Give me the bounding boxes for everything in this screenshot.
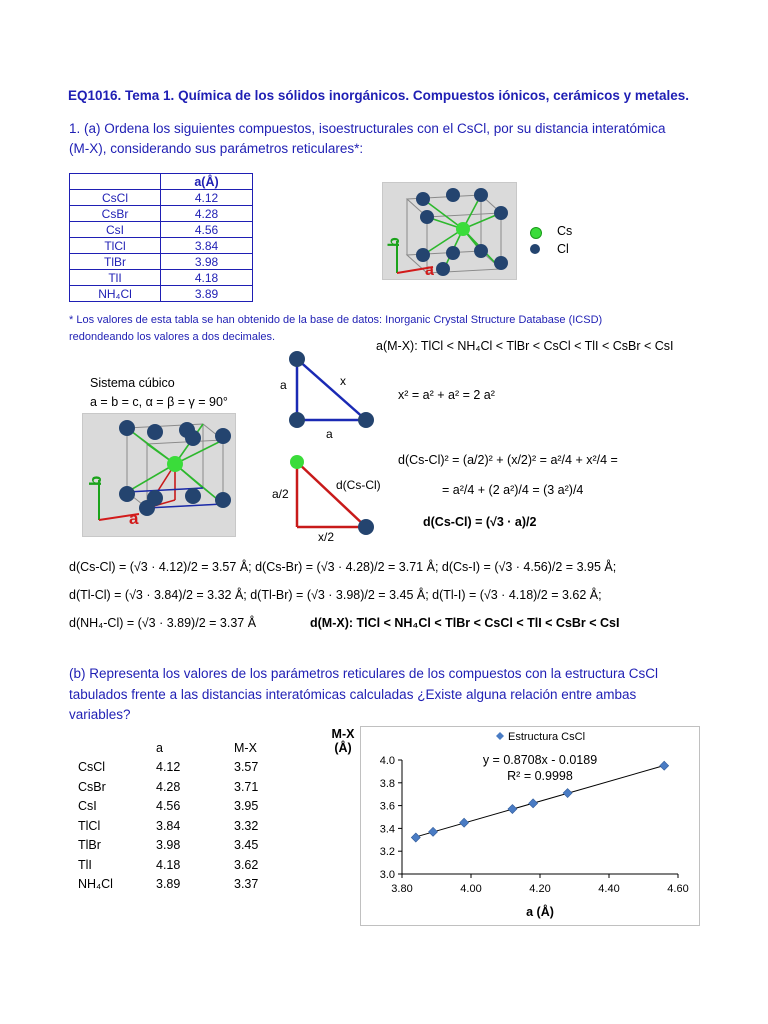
table-row: TlBr 3.98 xyxy=(70,254,253,270)
x-tick-label: 4.20 xyxy=(529,883,551,895)
tri1-base-a: a xyxy=(326,427,333,441)
page-title: EQ1016. Tema 1. Química de los sólidos inorgánicos. Compuestos iónicos, cerámicos y metales. xyxy=(68,88,689,103)
table-row: CsI 4.56 xyxy=(70,222,253,238)
distance-data-table: a M-X CsCl 4.12 3.57 CsBr 4.28 3.71 CsI 4.56 3.95 TlCl 3.84 3.32 TlBr 3.98 3.45 TlI 4.18 3.62 NH₄Cl 3.89 3.37 xyxy=(78,738,294,894)
question-b-line2: tabulados frente a las distancias interatómicas calculadas ¿Existe alguna relación entre ambas xyxy=(69,687,637,702)
chart-ylabel xyxy=(328,727,358,755)
triangle-distance-diagram xyxy=(280,448,380,538)
footnote-line1: * Los valores de esta tabla se han obtenido de la base de datos: Inorganic Crystal Structure Database (ICSD) xyxy=(69,314,603,326)
eq-d-line2: = a²/4 + (2 a²)/4 = (3 a²)/4 xyxy=(442,483,584,497)
trend-r2: R² = 0.9998 xyxy=(507,769,573,783)
question-a-line2: (M-X), considerando sus parámetros reticulares*: xyxy=(69,141,364,156)
table-row: CsCl 4.12 xyxy=(70,190,253,206)
x-tick-label: 4.40 xyxy=(598,883,620,895)
calc-line1: d(Cs-Cl) = (√3 · 4.12)/2 = 3.57 Å; d(Cs-Br) = (√3 · 4.28)/2 = 3.71 Å; d(Cs-I) = (√3 · 4.56)/2 = 3.95 Å; xyxy=(69,560,617,574)
question-b-line3: variables? xyxy=(69,707,131,722)
y-tick-label: 3.2 xyxy=(379,846,395,859)
legend-cs-label: Cs xyxy=(557,224,573,238)
calc-line2: d(Tl-Cl) = (√3 · 3.84)/2 = 3.32 Å; d(Tl-Br) = (√3 · 3.98)/2 = 3.45 Å; d(Tl-I) = (√3 · 4.18)/2 = 3.62 Å; xyxy=(69,588,602,602)
lattice-parameter-table xyxy=(69,173,253,302)
tri1-side-a: a xyxy=(280,378,287,392)
chart-ylabel-line1: M-X xyxy=(331,727,355,741)
table-row: NH₄Cl 3.89 xyxy=(70,286,253,302)
chart-ylabel-line2: (Å) xyxy=(334,741,352,755)
table-row: TlI 4.18 3.62 xyxy=(78,857,259,872)
table-row: CsI 4.56 3.95 xyxy=(78,799,259,814)
scatter-chart xyxy=(360,726,700,926)
tri1-hyp-x: x xyxy=(340,374,346,388)
sistema-title: Sistema cúbico xyxy=(90,376,175,390)
y-tick-label: 3.4 xyxy=(379,823,395,836)
order-lattice-text: a(M-X): TlCl < NH₄Cl < TlBr < CsCl < TlI < CsBr < CsI xyxy=(376,339,674,353)
cscl-crystal-image-2 xyxy=(82,413,236,537)
calc-order: d(M-X): TlCl < NH₄Cl < TlBr < CsCl < TlI < CsBr < CsI xyxy=(310,616,620,630)
y-tick-label: 3.8 xyxy=(379,777,395,790)
eq-d-line1: d(Cs-Cl)² = (a/2)² + (x/2)² = a²/4 + x²/4 = xyxy=(398,453,618,467)
question-b-line1: (b) Representa los valores de los parámetros reticulares de los compuestos con la estructura CsCl xyxy=(69,666,659,681)
x-tick-label: 4.60 xyxy=(667,883,689,895)
table-row: CsBr 4.28 xyxy=(70,206,253,222)
y-tick-label: 4.0 xyxy=(379,755,395,767)
y-tick-label: 3.0 xyxy=(379,869,395,881)
tri2-side-a2: a/2 xyxy=(272,487,289,501)
sistema-params: a = b = c, α = β = γ = 90° xyxy=(90,395,228,409)
table-row: TlCl 3.84 xyxy=(70,238,253,254)
table-row: NH₄Cl 3.89 3.37 xyxy=(78,877,259,892)
eq-x-squared: x² = a² + a² = 2 a² xyxy=(398,388,495,402)
axis-a-label-1: a xyxy=(425,262,434,279)
trend-equation: y = 0.8708x - 0.0189 xyxy=(482,753,598,767)
x-tick-label: 4.00 xyxy=(460,883,482,895)
cs-atom-icon xyxy=(530,227,542,239)
tri2-hyp-d: d(Cs-Cl) xyxy=(336,478,381,492)
table-header-a: a(Å) xyxy=(161,174,253,190)
question-a-line1: 1. (a) Ordena los siguientes compuestos, isoestructurales con el CsCl, por su distancia interatómica xyxy=(69,121,666,136)
x-tick-label: 3.80 xyxy=(391,883,413,895)
legend-label: Estructura CsCl xyxy=(508,731,586,743)
table-row: CsCl 4.12 3.57 xyxy=(78,760,259,775)
footnote-line2: redondeando los valores a dos decimales. xyxy=(69,331,276,343)
calc-line3: d(NH₄-Cl) = (√3 · 3.89)/2 = 3.37 Å xyxy=(69,616,257,630)
tri2-base-x2: x/2 xyxy=(318,530,335,544)
table-row: CsBr 4.28 3.71 xyxy=(78,779,259,794)
legend-cl-label: Cl xyxy=(557,242,569,256)
cscl-crystal-image xyxy=(382,182,517,280)
axis-b-label-1: b xyxy=(386,237,403,247)
table-row: TlCl 3.84 3.32 xyxy=(78,818,259,833)
eq-d-result: d(Cs-Cl) = (√3 · a)/2 xyxy=(423,515,537,529)
table-row: TlI 4.18 xyxy=(70,270,253,286)
table-row: TlBr 3.98 3.45 xyxy=(78,838,259,853)
y-tick-label: 3.6 xyxy=(379,800,395,813)
axis-b-label-2: b xyxy=(86,475,105,486)
chart-xlabel: a (Å) xyxy=(526,905,554,919)
axis-a-label-2: a xyxy=(129,509,139,528)
cl-atom-icon xyxy=(530,244,540,254)
